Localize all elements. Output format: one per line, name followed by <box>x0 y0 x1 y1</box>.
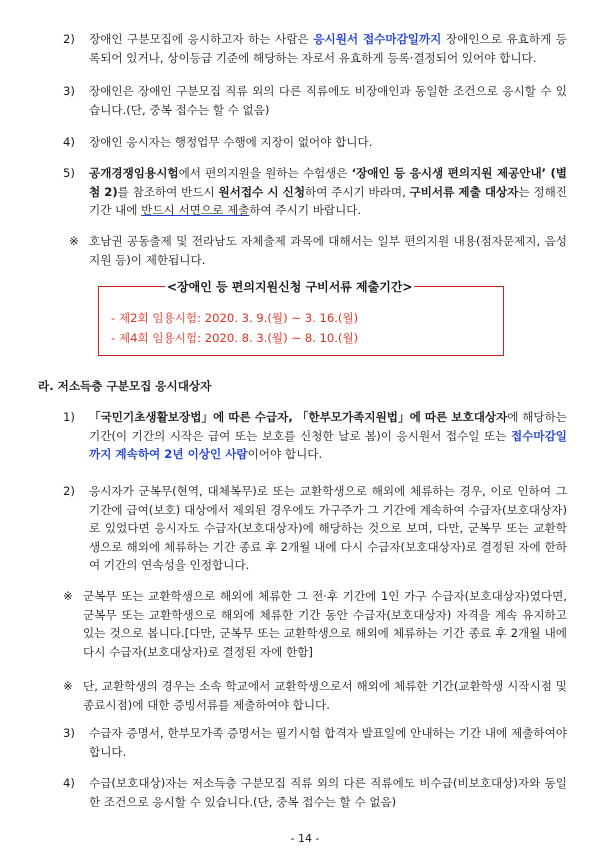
item-number: 4) <box>63 776 75 790</box>
list-item <box>63 724 567 761</box>
note-text: 군복무 또는 교환학생으로 해외에 체류한 그 전·후 기간에 1인 가구 수급자(보호대상자)였다면, 군복무 또는 교환학생으로 해외에 체류한 기간 동안 수급자(보호대상자) 자격을 계속 유지하고 있는 것으로 봅니다.[다만, 군복무 또는 교환학생으로 해외에 체류하는 기간 종료 후 2개월 내에 다시 수급자(보호대상자)로 결정된 자에 한함] <box>83 589 567 659</box>
item-text: 장애인 응시자는 행정업무 수행에 지장이 없어야 합니다. <box>89 135 373 149</box>
list-item <box>63 30 567 67</box>
note-mark: ※ <box>63 589 73 603</box>
item-number: 4) <box>63 135 75 149</box>
item-number: 3) <box>63 84 75 98</box>
item-text: 공개경쟁임용시험에서 편의지원을 원하는 수험생은 ‘장애인 등 응시생 편의지원 제공안내’ (별첨 2)를 참조하여 반드시 원서접수 시 신청하여 주시기 바라며, 구비서류 제출 대상자는 정해진 기간 내에 반드시 서면으로 제출하여 주시기 바랍니다. <box>89 166 567 218</box>
item-text: 수급(보호대상)자는 저소득층 구분모집 직류 외의 다른 직류에도 비수급(비보호대상)자와 동일한 조건으로 응시할 수 있습니다.(단, 중복 접수는 할 수 없음) <box>89 776 567 809</box>
page-number: - 14 - <box>290 832 320 845</box>
item-text: 응시자가 군복무(현역, 대체복무)로 또는 교환학생으로 해외에 체류하는 경우, 이로 인하여 그 기간에 급여(보호) 대상에서 제외된 경우에도 가구주가 그 기간에 계속하여 수급자(보호대상자)로 있었다면 응시자도 수급자(보호대상자)에 해당하는 것으로 보며, 다만, 군복무 또는 교환학생으로 해외에 체류하는 기간 종료 후 2개월 내에 다시 수급자(보호대상자)로 결정된 자에 한하여 기간의 연속성을 인정합니다. <box>89 484 567 573</box>
list-item <box>63 164 567 220</box>
notice-line: - 제4회 임용시험: 2020. 8. 3.(월) ~ 8. 10.(월) <box>111 331 359 345</box>
list-item <box>63 133 567 152</box>
note <box>63 677 567 714</box>
note <box>69 232 567 269</box>
list-item <box>63 408 567 464</box>
note-mark: ※ <box>63 679 73 693</box>
list-item <box>63 82 567 119</box>
item-text: 장애인 구분모집에 응시하고자 하는 사람은 응시원서 접수마감일까지 장애인으로 유효하게 등록되어 있거나, 상이등급 기준에 해당하는 자로서 유효하게 등록·결정되어 있어야 합니다. <box>89 32 568 65</box>
note-mark: ※ <box>69 234 79 248</box>
item-number: 5) <box>63 166 75 180</box>
note-text: 단, 교환학생의 경우는 소속 학교에서 교환학생으로서 해외에 체류한 기간(교환학생 시작시점 및 종료시점)에 대한 증빙서류를 제출하여야 합니다. <box>83 679 567 712</box>
item-text: 수급자 증명서, 한부모가족 증명서는 필기시험 합격자 발표일에 안내하는 기간 내에 제출하여야 합니다. <box>89 726 567 759</box>
item-number: 1) <box>63 410 75 424</box>
item-text: 「국민기초생활보장법」에 따른 수급자, 「한부모가족지원법」에 따른 보호대상자에 해당하는 기간(이 기간의 시작은 급여 또는 보호를 신청한 날로 봄)이 응시원서 접수일 또는 접수마감일까지 계속하여 2년 이상인 사람이어야 합니다. <box>89 410 567 462</box>
emphasis: 접수마감일까지 계속하여 2년 이상인 사람 <box>89 428 567 462</box>
item-text: 장애인은 장애인 구분모집 직류 외의 다른 직류에도 비장애인과 동일한 조건으로 응시할 수 있습니다.(단, 중복 접수는 할 수 없음) <box>89 84 567 117</box>
note <box>63 587 567 661</box>
note-text: 호남권 공동출제 및 전라남도 자체출제 과목에 대해서는 일부 편의지원 내용(점자문제지, 음성지원 등)이 제한됩니다. <box>89 234 567 267</box>
notice-box <box>98 280 504 356</box>
notice-title: <장애인 등 편의지원신청 구비서류 제출기간> <box>165 278 414 297</box>
list-item <box>63 482 567 575</box>
item-number: 2) <box>63 32 75 46</box>
underlined-link-text: 반드시 서면으로 제출 <box>141 203 250 218</box>
item-number: 3) <box>63 726 75 740</box>
emphasis: 응시원서 접수마감일까지 <box>313 32 442 46</box>
item-number: 2) <box>63 484 75 498</box>
section-heading: 라. 저소득층 구분모집 응시대상자 <box>38 379 212 393</box>
list-item <box>63 774 567 811</box>
notice-line: - 제2회 임용시험: 2020. 3. 9.(월) ~ 3. 16.(월) <box>111 311 359 325</box>
